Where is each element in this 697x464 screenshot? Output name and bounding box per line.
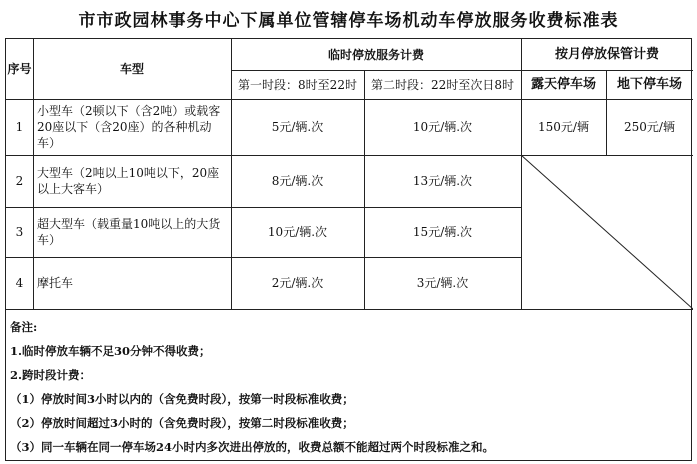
row1-open-air: 150元/辆	[538, 120, 589, 134]
row2-type: 大型车（2吨以上10吨以下，20座以上大客车）	[37, 166, 220, 196]
row1-type: 小型车（2顿以下（含2吨）或载客20座以下（含20座）的各种机动车）	[37, 104, 221, 150]
row2-period2: 13元/辆.次	[412, 174, 473, 188]
row2-seq: 2	[15, 174, 24, 188]
header-underground: 地下停车场	[616, 76, 682, 92]
header-vehicle-type: 车型	[119, 62, 144, 76]
notes-heading: 备注:	[10, 320, 38, 334]
header-period1: 第一时段：8时至22时	[238, 77, 357, 92]
header-monthly: 按月停放保管计费	[554, 46, 659, 62]
header-temporary: 临时停放服务计费	[327, 47, 424, 62]
row1-underground: 250元/辆	[624, 120, 675, 134]
row3-type: 超大型车（载重量10吨以上的大货车）	[37, 217, 221, 247]
row4-type: 摩托车	[37, 276, 74, 290]
row4-seq: 4	[15, 276, 24, 290]
note-1: 1.临时停放车辆不足30分钟不得收费；	[10, 344, 211, 358]
row3-period2: 15元/辆.次	[412, 225, 473, 239]
row4-period2: 3元/辆.次	[416, 276, 469, 290]
row2-period1: 8元/辆.次	[271, 174, 324, 188]
fee-table	[5, 38, 692, 461]
row1-period2: 10元/辆.次	[412, 120, 473, 134]
note-2-2: （2）停放时间超过3小时的（含免费时段），按第二时段标准收费；	[10, 416, 354, 430]
row1-seq: 1	[15, 120, 24, 134]
row1-period1: 5元/辆.次	[271, 120, 324, 134]
row3-period1: 10元/辆.次	[267, 225, 328, 239]
grid-line	[6, 309, 693, 310]
note-2-3: （3）同一车辆在同一停车场24小时内多次进出停放的，收费总额不能超过两个时段标准之和。	[10, 440, 495, 454]
note-2-1: （1）停放时间3小时以内的（含免费时段），按第一时段标准收费；	[10, 392, 354, 406]
header-period2: 第二时段：22时至次日8时	[371, 77, 514, 92]
page-title: 市市政园林事务中心下属单位管辖停车场机动车停放服务收费标准表	[78, 11, 619, 31]
header-seq: 序号	[7, 62, 32, 76]
row4-period1: 2元/辆.次	[271, 276, 324, 290]
note-2: 2.跨时段计费：	[10, 368, 92, 382]
header-open-air: 露天停车场	[530, 76, 596, 92]
row3-seq: 3	[15, 225, 24, 239]
